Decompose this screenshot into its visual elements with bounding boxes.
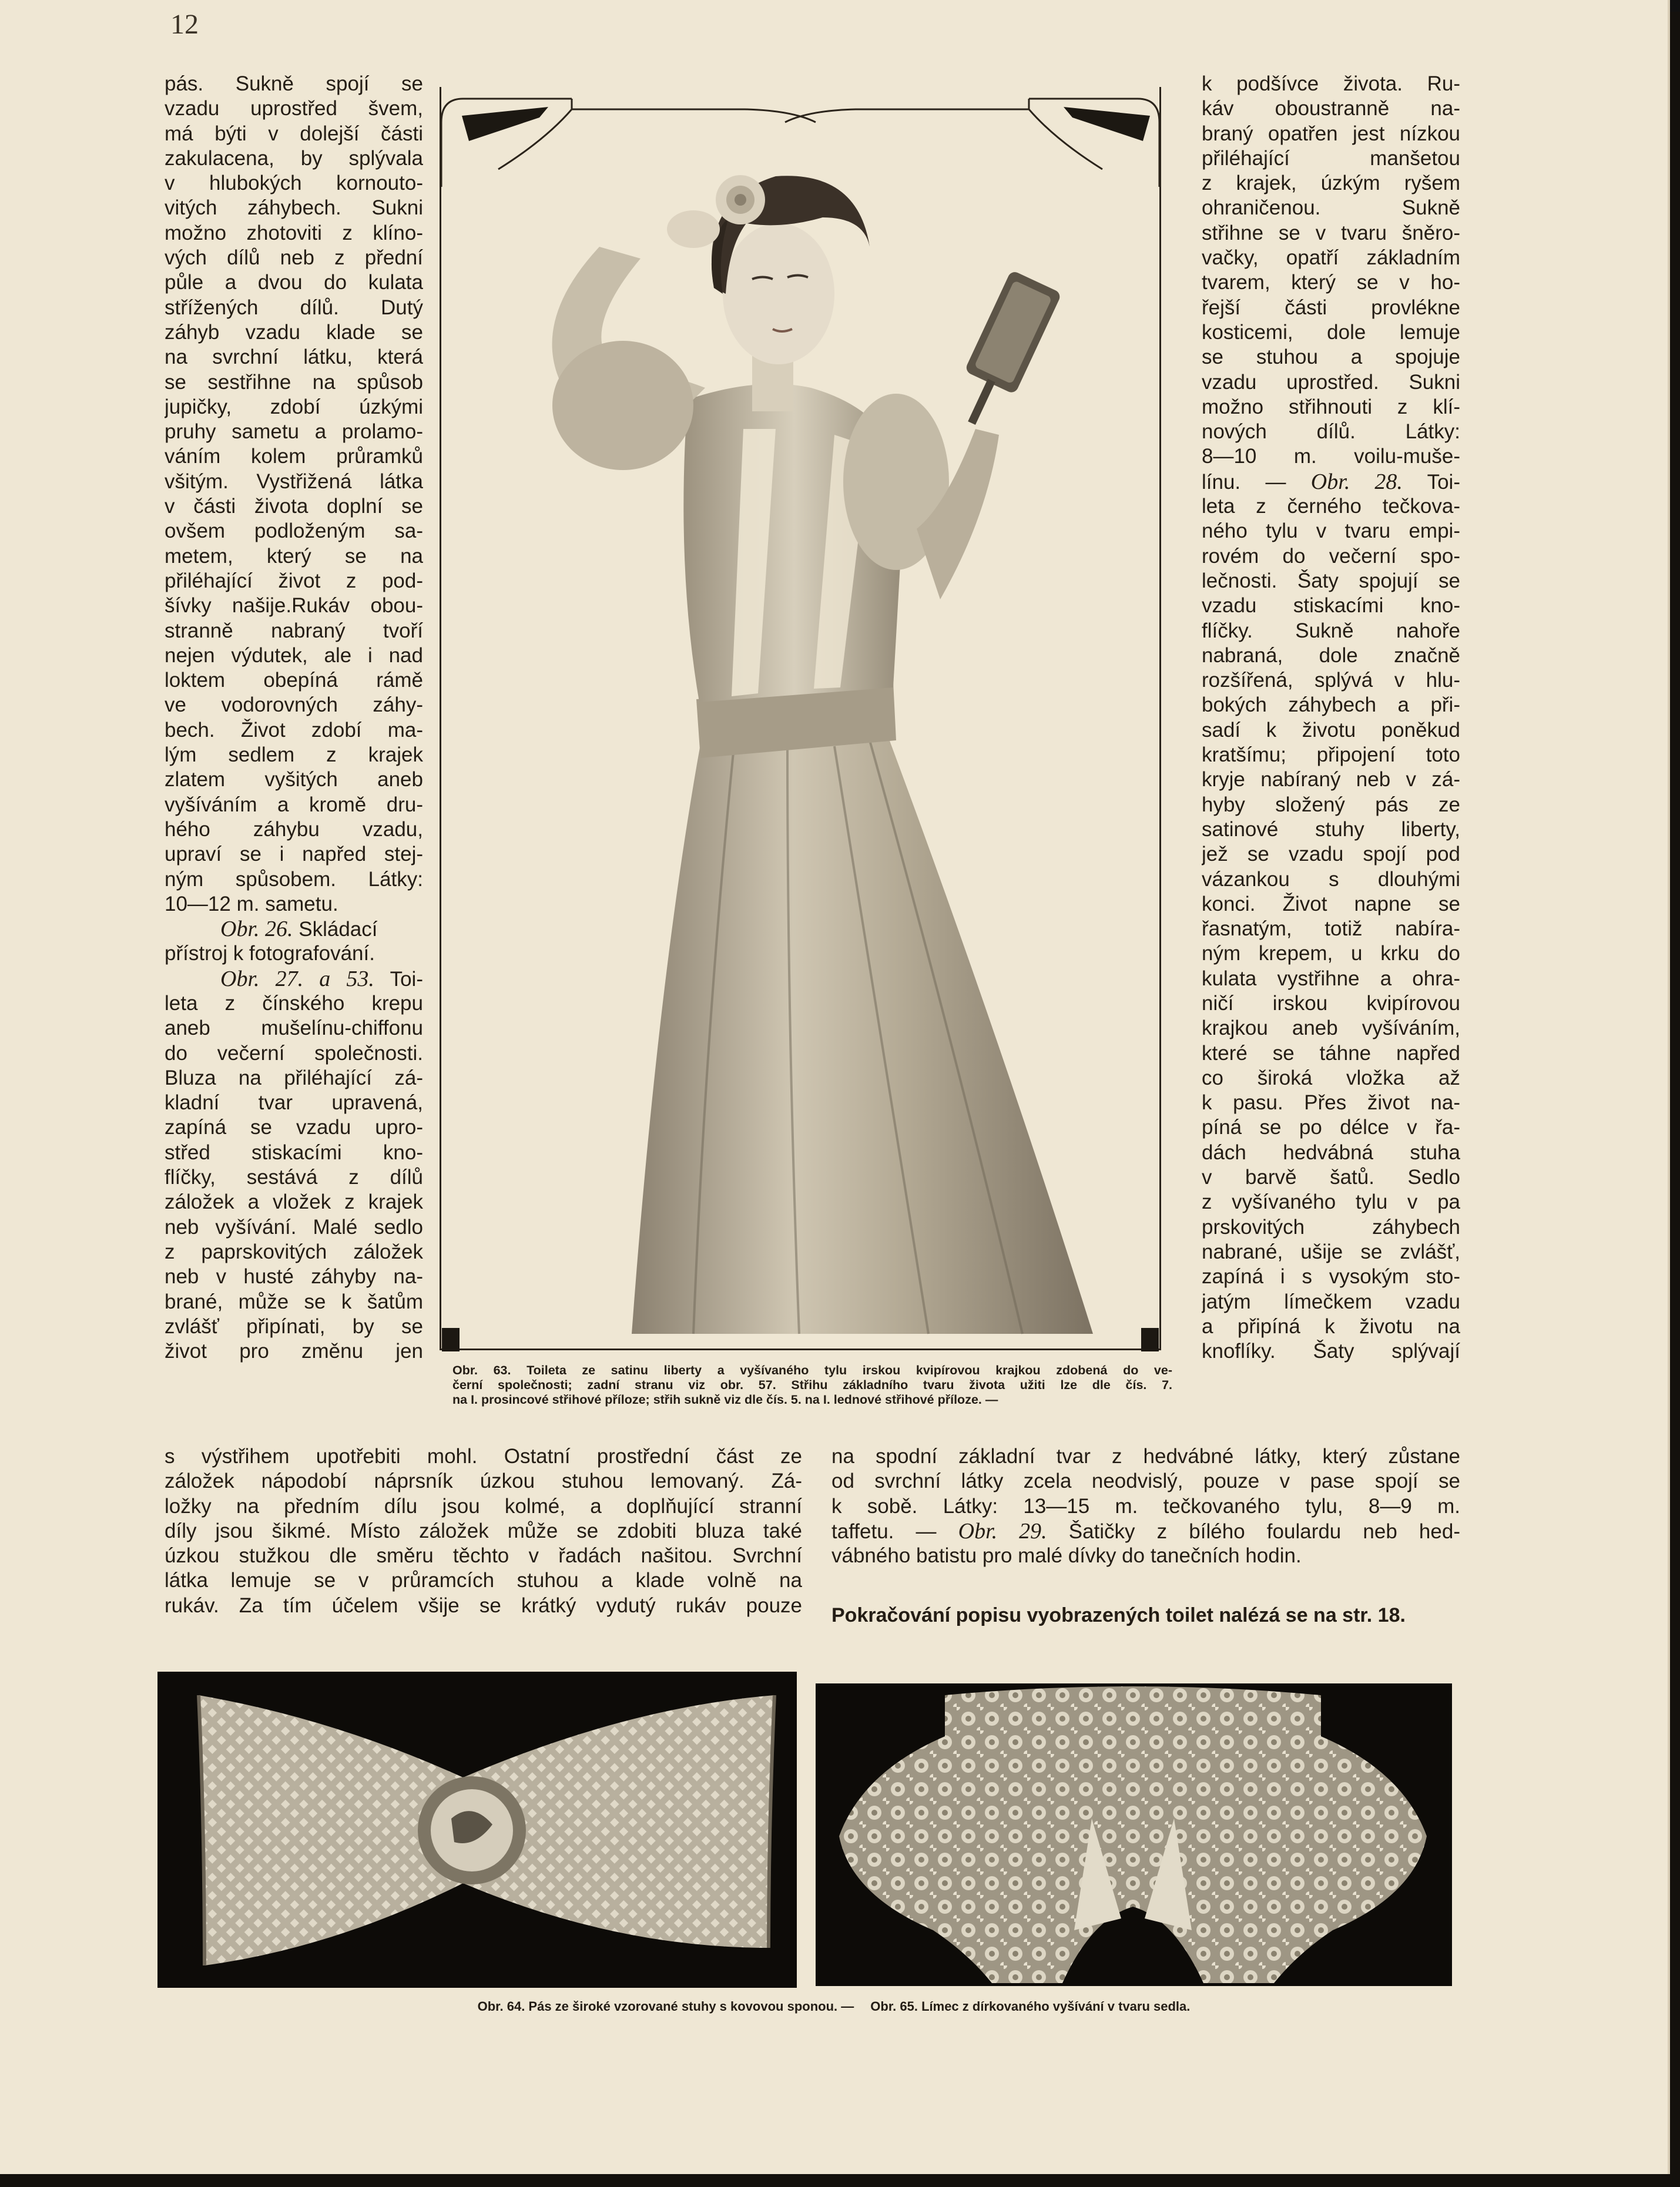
- text-run: Bluza na přiléhající zá-: [165, 1066, 423, 1089]
- text-run: zapíná se vzadu upro-: [165, 1116, 423, 1139]
- text-line: [165, 1215, 423, 1240]
- text-line: má býti v dolejší části: [165, 122, 423, 145]
- text-run: flíčky, sestává z dílů: [165, 1166, 423, 1189]
- text-line: dách hedvábná stuha: [1202, 1141, 1460, 1164]
- text-line: střížených dílů. Dutý: [165, 296, 423, 319]
- text-line: 10—12 m. sametu.: [165, 892, 338, 915]
- text-line: krajkou aneb vyšíváním,: [1202, 1017, 1460, 1040]
- text-line: rovém do večerní spo-: [1202, 544, 1460, 568]
- text-run: neb v husté záhyby na-: [165, 1265, 423, 1289]
- text-run: Toi-: [374, 967, 423, 991]
- text-line: půle a dvou do kulata: [165, 271, 423, 294]
- text-line: se stuhou a spojuje: [1202, 346, 1460, 369]
- woman-in-evening-gown-illustration: [482, 153, 1116, 1346]
- text-line: knoflíky. Šaty splývají: [1202, 1340, 1460, 1363]
- text-line: [831, 1519, 1460, 1544]
- caption-line: černí společnosti; zadní stranu viz obr. 57. Střihu základního tvaru života užiti lze dle čís. 7.: [452, 1378, 1172, 1392]
- text-line: přiléhající manšetou: [1202, 146, 1460, 170]
- text-run: neb vyšívání. Malé sedlo: [165, 1215, 423, 1239]
- text-line: [165, 1115, 423, 1140]
- text-line: metem, který se na: [165, 544, 423, 568]
- text-line: v části života doplní se: [165, 495, 423, 518]
- text-line: [1202, 469, 1460, 494]
- text-line: na svrchní látku, která: [165, 346, 423, 369]
- text-line: vitých záhybech. Sukni: [165, 196, 423, 220]
- text-line: střihne se v tvaru šněro-: [1202, 221, 1460, 244]
- text-line: prskovitých záhybech: [1202, 1215, 1460, 1239]
- text-run: Toi-: [1402, 470, 1460, 494]
- figures-64-65-caption: [0, 1999, 1668, 2014]
- text-line: sadí k životu poněkud: [1202, 718, 1460, 742]
- text-run: do večerní společnosti.: [165, 1041, 423, 1065]
- text-line: pás. Sukně spojí se: [165, 72, 423, 95]
- text-line: zlatem vyšitých aneb: [165, 768, 423, 791]
- text-line: ohraničenou. Sukně: [1202, 196, 1460, 220]
- text-line: vých dílů neb z přední: [165, 246, 423, 270]
- text-line: šívky našije.Rukáv obou-: [165, 594, 423, 618]
- left-text-column: [165, 72, 423, 1364]
- text-line: bech. Život zdobí ma-: [165, 718, 423, 742]
- text-run: kladní tvar upravená,: [165, 1091, 423, 1115]
- text-line: [165, 1190, 423, 1215]
- text-line: píná se po délce v řa-: [1202, 1116, 1460, 1139]
- text-line: hého záhybu vzadu,: [165, 817, 423, 841]
- text-line: nejen výdutek, ale i nad: [165, 643, 423, 667]
- frame-foot-left: [442, 1328, 460, 1351]
- text-line: možno střihnouti z klí-: [1202, 395, 1460, 418]
- text-line: díly jsou šikmé. Místo záložek může se zdobiti bluza také: [165, 1519, 802, 1542]
- figure-reference: Obr. 29.: [958, 1518, 1047, 1544]
- caption-line: na I. prosincové střihové příloze; střih sukně viz dle čís. 5. na I. lednové střihové příloze. —: [452, 1393, 998, 1407]
- text-line: vyšíváním a kromě dru-: [165, 793, 423, 816]
- text-line: možno zhotoviti z klíno-: [165, 221, 423, 244]
- figure-reference: Obr. 26.: [220, 917, 293, 942]
- text-line: [165, 1091, 423, 1115]
- text-line: záhyb vzadu klade se: [165, 320, 423, 344]
- text-line: ničí irskou kvipírovou: [1202, 991, 1460, 1015]
- text-line: kratšímu; připojení toto: [1202, 743, 1460, 767]
- text-line: se sestřihne na spůsob: [165, 370, 423, 394]
- text-line: na spodní základní tvar z hedvábné látky, který zůstane: [831, 1445, 1460, 1468]
- text-line: a připíná k životu na: [1202, 1314, 1460, 1338]
- text-run: aneb mušelínu-chiffonu: [165, 1017, 423, 1040]
- text-line: [165, 991, 423, 1016]
- text-line: látka lemuje se v průramcích stuhou a klade volně na: [165, 1569, 802, 1592]
- text-run: střed stiskacími kno-: [165, 1141, 423, 1164]
- text-line: [165, 1314, 423, 1339]
- text-line: řasnatým, totiž nabíra-: [1202, 917, 1460, 941]
- bottom-right-text: [831, 1444, 1460, 1568]
- text-run: taffetu. —: [831, 1520, 958, 1543]
- figure-reference: Obr. 28.: [1310, 469, 1403, 494]
- text-line: lečnosti. Šaty spojují se: [1202, 569, 1460, 592]
- caption-line: Obr. 63. Toileta ze satinu liberty a vyšívaného tylu irskou kvipírovou krajkou zdobená do ve-: [452, 1363, 1172, 1377]
- text-line: [165, 1066, 423, 1091]
- text-line: ve vodorovných záhy-: [165, 693, 423, 717]
- text-run: Skládací: [293, 918, 378, 941]
- text-line: s výstřihem upotřebiti mohl. Ostatní prostřední část ze: [165, 1445, 802, 1468]
- text-line: [165, 1339, 423, 1364]
- text-line: loktem obepíná rámě: [165, 669, 423, 692]
- text-line: z krajek, úzkým ryšem: [1202, 172, 1460, 195]
- continuation-note: Pokračování popisu vyobrazených toilet nalézá se na str. 18.: [831, 1604, 1406, 1626]
- text-run: leta z čínského krepu: [165, 991, 423, 1015]
- text-line: řejší části provlékne: [1202, 296, 1460, 319]
- text-line: rozšířená, splývá v hlu-: [1202, 669, 1460, 692]
- text-line: pruhy sametu a prolamo-: [165, 420, 423, 444]
- text-line: stranně nabraný tvoří: [165, 619, 423, 642]
- text-line: co široká vložka až: [1202, 1066, 1460, 1089]
- text-line: vzadu uprostřed švem,: [165, 97, 423, 120]
- text-line: [165, 1141, 423, 1165]
- figure-reference: Obr. 27. a 53.: [220, 966, 374, 991]
- text-line: k sobě. Látky: 13—15 m. tečkovaného tylu, 8—9 m.: [831, 1494, 1460, 1518]
- text-run: záložek a vložek z krajek: [165, 1190, 423, 1214]
- text-line: vázankou s dlouhými: [1202, 867, 1460, 891]
- text-line: káv oboustranně na-: [1202, 97, 1460, 120]
- text-line: kosticemi, dole lemuje: [1202, 320, 1460, 344]
- text-line: zakulacena, by splývala: [165, 146, 423, 170]
- text-run: brané, může se k šatům: [165, 1290, 423, 1313]
- text-line: k pasu. Přes život na-: [1202, 1091, 1460, 1115]
- text-line: nových dílů. Látky:: [1202, 420, 1460, 444]
- text-line: leta z černého tečkova-: [1202, 495, 1460, 518]
- text-run: zvlášť připínati, by se: [165, 1314, 423, 1338]
- text-line: vzadu stiskacími kno-: [1202, 594, 1460, 618]
- text-line: ložky na předním dílu jsou kolmé, a doplňující stranní: [165, 1494, 802, 1518]
- text-line: vábného batistu pro malé dívky do tanečních hodin.: [831, 1544, 1302, 1568]
- text-line: přiléhající život z pod-: [165, 569, 423, 592]
- text-line: konci. Život napne se: [1202, 892, 1460, 915]
- text-line: jatým límečkem vzadu: [1202, 1290, 1460, 1313]
- text-line: lým sedlem z krajek: [165, 743, 423, 767]
- text-line: které se táhne napřed: [1202, 1041, 1460, 1065]
- caption-65: Obr. 65. Límec z dírkovaného vyšívání v tvaru sedla.: [870, 1999, 1191, 2014]
- text-line: nabrané, ušije se zvlášť,: [1202, 1240, 1460, 1263]
- text-line: [165, 1165, 423, 1190]
- text-line: rukáv. Za tím účelem všije se krátký vydutý rukáv pouze: [165, 1594, 802, 1617]
- text-line: kryje nabíraný neb v zá-: [1202, 768, 1460, 791]
- text-line: [165, 1016, 423, 1041]
- text-line: v hlubokých kornouto-: [165, 172, 423, 195]
- text-line: [165, 1290, 423, 1314]
- text-run: z paprskovitých záložek: [165, 1240, 423, 1263]
- figure-65-lace-collar-image: [816, 1683, 1452, 1986]
- frame-foot-right: [1141, 1328, 1159, 1351]
- text-line: všitým. Vystřižená látka: [165, 469, 423, 493]
- bottom-left-text: [165, 1444, 802, 1618]
- text-line: váním kolem průramků: [165, 445, 423, 468]
- figure-64-belt-image: [157, 1672, 797, 1988]
- text-run: život pro změnu jen: [165, 1340, 423, 1363]
- text-line: ným spůsobem. Látky:: [165, 867, 423, 891]
- text-line: ného tylu v tvaru empi-: [1202, 519, 1460, 543]
- text-run: línu. —: [1202, 470, 1311, 494]
- frame-corner-ornament-left: [445, 89, 572, 148]
- text-line: hyby složený pás ze: [1202, 793, 1460, 816]
- text-line: v barvě šatů. Sedlo: [1202, 1166, 1460, 1189]
- text-line: ovšem podloženým sa-: [165, 519, 423, 543]
- text-line: tvarem, který se v ho-: [1202, 271, 1460, 294]
- text-line: z vyšívaného tylu v pa: [1202, 1190, 1460, 1214]
- text-line: flíčky. Sukně nahoře: [1202, 619, 1460, 642]
- figure-63-caption: [452, 1363, 1172, 1407]
- text-line: zapíná i s vysokým sto-: [1202, 1265, 1460, 1289]
- text-line: k podšívce života. Ru-: [1202, 72, 1460, 95]
- text-line: [165, 967, 423, 991]
- text-line: 8—10 m. voilu-muše-: [1202, 445, 1460, 468]
- page-number: 12: [170, 9, 199, 40]
- text-line: [165, 917, 423, 941]
- text-line: jupičky, zdobí úzkými: [165, 395, 423, 418]
- text-line: braný opatřen jest nízkou: [1202, 122, 1460, 145]
- text-line: [165, 1041, 423, 1066]
- text-line: přístroj k fotografování.: [165, 942, 375, 965]
- text-line: vzadu uprostřed. Sukni: [1202, 370, 1460, 394]
- caption-64: Obr. 64. Pás ze široké vzorované stuhy s kovovou sponou. —: [477, 1999, 854, 2014]
- text-line: bokých záhybech a při-: [1202, 693, 1460, 717]
- text-line: [165, 1240, 423, 1264]
- right-text-column: [1202, 72, 1460, 1364]
- text-line: kulata vystřihne a ohra-: [1202, 967, 1460, 990]
- text-line: od svrchní látky zcela neodvislý, pouze v pase spojí se: [831, 1470, 1460, 1493]
- text-line: satinové stuhy liberty,: [1202, 817, 1460, 841]
- text-run: Šatičky z bílého foulardu neb hed-: [1047, 1520, 1460, 1543]
- text-line: záložek nápodobí náprsník úzkou stuhou lemovaný. Zá-: [165, 1470, 802, 1493]
- text-line: [165, 1264, 423, 1289]
- text-line: vačky, opatří základním: [1202, 246, 1460, 270]
- frame-corner-ornament-right: [1040, 89, 1166, 148]
- text-line: nabraná, dole značně: [1202, 643, 1460, 667]
- text-line: jež se vzadu spojí pod: [1202, 843, 1460, 866]
- text-line: úzkou stužkou dle směru těchto v řadách našitou. Svrchní: [165, 1544, 802, 1568]
- text-line: upraví se i napřed stej-: [165, 843, 423, 866]
- text-line: ným krepem, u krku do: [1202, 942, 1460, 965]
